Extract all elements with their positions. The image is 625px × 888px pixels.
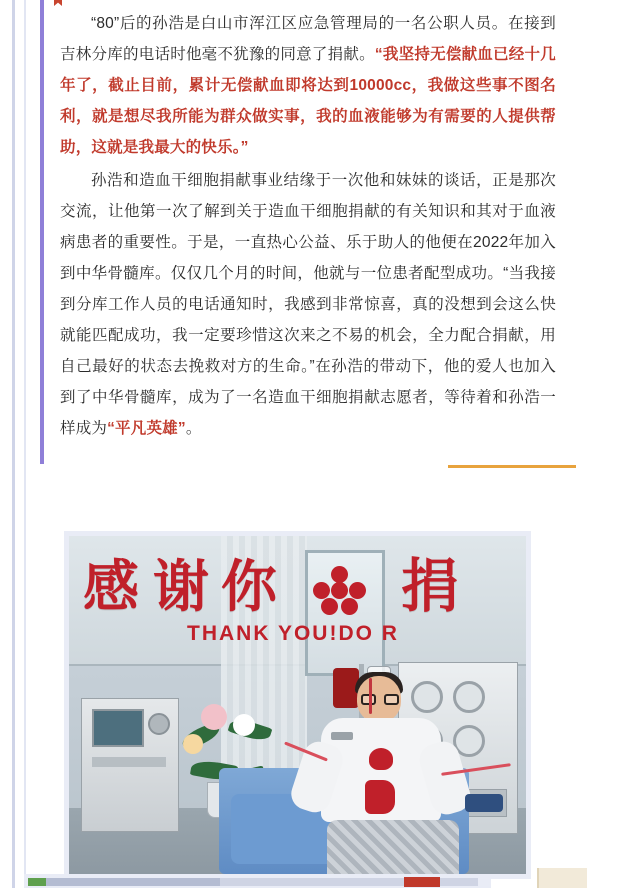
banner-char-4: 捐 (401, 554, 460, 619)
banner-char-2: 谢 (153, 557, 209, 619)
arm-cuff (465, 794, 503, 812)
red-cross-flower-icon (313, 566, 367, 616)
machine-disc (411, 681, 443, 713)
shirt-text-logo (331, 732, 353, 740)
monitor-device (81, 698, 179, 832)
monitor-slot (92, 757, 166, 767)
banner-english-slogan: THANK YOU!DO R (187, 622, 399, 645)
paragraph-1-intro: “80”后的孙浩是白山市浑江区应急管理局的一名公职人员。在接到吉林分库的电话时他毫不犹豫的同意了捐献。 (60, 15, 556, 63)
shirt-red-graphic (365, 780, 395, 814)
paragraph-2-body: 孙浩和造血干细胞捐献事业结缘于一次他和妹妹的谈话，正是那次交流，让他第一次了解到关于造血干细胞捐献的有关知识和其对于血液病患者的重要性。于是，一直热心公益、乐于助人的他便在2022年加入到中华骨髓库。仅仅几个月的时间，他就与一位患者配型成功。“当我接到分库工作人员的电话通知时，我感到非常惊喜，真的没想到会这么快就能匹配成功，我一定要珍惜这次来之不易的机会，全力配合捐献，用自己最好的状态去挽救对方的生命。”在孙浩的带动下，他的爱人也加入到了中华骨髓库，成为了一名造血干细胞捐献志愿者，等待着和孙浩一样成为 (60, 172, 556, 437)
left-rail-outer (12, 0, 15, 888)
banner-char-1: 感 (83, 557, 139, 619)
scrollbar-thumb[interactable] (34, 878, 220, 886)
paragraph-1 (60, 8, 556, 163)
paragraph-2-highlight: “平凡英雄” (107, 420, 186, 437)
card-underline (448, 465, 576, 468)
page-edge-decoration (537, 868, 587, 888)
person-pants (327, 820, 459, 874)
footer-red-marker (404, 877, 440, 887)
photo-frame (64, 531, 531, 879)
footer-green-marker (28, 878, 46, 886)
paragraph-1-quote: “我坚持无偿献血已经十几年了，截止目前，累计无偿献血即将达到10000cc，我做这些事不图名利，就是想尽我所能为群众做实事，我的血液能够为有需要的人提供帮助，这就是我最大的快乐。” (60, 46, 556, 156)
shirt-red-emblem (369, 748, 393, 770)
monitor-screen (92, 709, 144, 747)
left-rail-inner (24, 0, 26, 888)
glasses-icon (361, 694, 399, 705)
machine-disc (453, 681, 485, 713)
banner-char-3: 你 (221, 557, 277, 619)
monitor-knob (148, 713, 170, 735)
bookmark-icon (54, 0, 62, 6)
blood-tube (369, 678, 372, 714)
paragraph-2-tail: 。 (185, 420, 202, 437)
document-page (40, 0, 585, 888)
paragraph-2 (60, 165, 556, 444)
donation-photo (69, 536, 526, 874)
article-card (40, 0, 572, 464)
